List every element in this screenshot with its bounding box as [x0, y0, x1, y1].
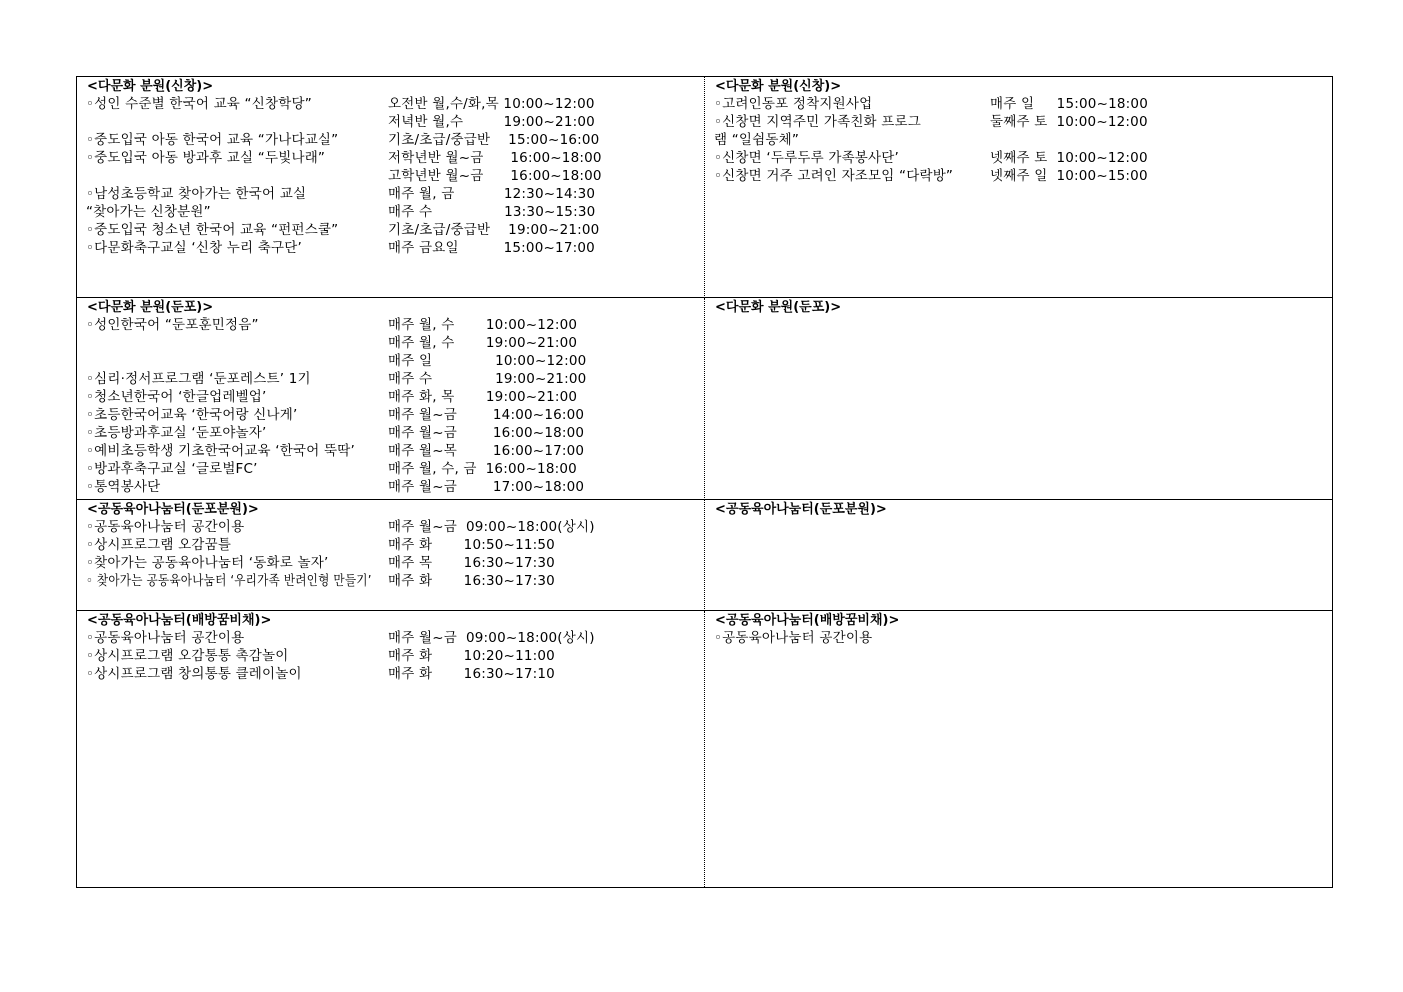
- cell-dunpo-left: [77, 298, 705, 500]
- cell-gongdong-dunpo-right: [705, 500, 1332, 611]
- program-schedule: 오전반 월,수/화,목 10:00~12:00: [388, 96, 595, 112]
- program-schedule: 매주 수 13:30~15:30: [388, 204, 596, 220]
- cell-title: <공동육아나눔터(둔포분원)>: [87, 502, 259, 517]
- cell-sinchang-right: [705, 77, 1332, 298]
- program-schedule: 매주 일 10:00~12:00: [388, 353, 587, 369]
- program-name: ◦성인한국어 “둔포훈민정음”: [86, 317, 259, 333]
- program-name: ◦신창면 거주 고려인 자조모임 “다락방”: [714, 168, 954, 184]
- cell-gongdong-baebang-right: [705, 611, 1332, 887]
- program-schedule: 매주 월~금 09:00~18:00(상시): [388, 519, 595, 535]
- program-schedule: 기초/초급/중급반 19:00~21:00: [388, 222, 600, 238]
- program-schedule: 매주 월, 수 10:00~12:00: [388, 317, 578, 333]
- program-schedule: 고학년반 월~금 16:00~18:00: [388, 168, 602, 184]
- cell-title: <공동육아나눔터(둔포분원)>: [715, 502, 887, 517]
- program-name: ◦ 찾아가는 공동육아나눔터 ‘우리가족 반려인형 만들기’: [86, 573, 372, 589]
- program-schedule: 매주 월~금 09:00~18:00(상시): [388, 630, 595, 646]
- program-name: ◦초등한국어교육 ‘한국어랑 신나게’: [86, 407, 298, 423]
- cell-title: <다문화 분원(신창)>: [715, 79, 842, 94]
- cell-dunpo-right: [705, 298, 1332, 500]
- program-schedule: 매주 화, 목 19:00~21:00: [388, 389, 578, 405]
- program-schedule: 매주 목 16:30~17:30: [388, 555, 555, 571]
- program-schedule: 매주 월, 금 12:30~14:30: [388, 186, 596, 202]
- program-schedule: 둘째주 토 10:00~12:00: [990, 114, 1148, 130]
- program-schedule: 매주 화 16:30~17:10: [388, 666, 555, 682]
- program-name: ◦신창면 ‘두루두루 가족봉사단’: [714, 150, 900, 166]
- cell-title: <다문화 분원(둔포)>: [715, 300, 842, 315]
- cell-gongdong-dunpo-left: [77, 500, 705, 611]
- program-name: ◦통역봉사단: [86, 479, 161, 495]
- program-schedule: 매주 월~금 14:00~16:00: [388, 407, 585, 423]
- program-name: 램 “일쉼동체”: [714, 132, 800, 148]
- program-name: ◦다문화축구교실 ‘신창 누리 축구단’: [86, 240, 302, 256]
- program-name: ◦상시프로그램 오감꿈틀: [86, 537, 232, 553]
- program-schedule: 매주 월~금 16:00~18:00: [388, 425, 585, 441]
- program-schedule: 매주 월~금 17:00~18:00: [388, 479, 585, 495]
- program-schedule: 넷째주 일 10:00~15:00: [990, 168, 1148, 184]
- program-name: ◦중도입국 아동 한국어 교육 “가나다교실”: [86, 132, 339, 148]
- program-name: ◦남성초등학교 찾아가는 한국어 교실: [86, 186, 307, 202]
- program-schedule: 저녁반 월,수 19:00~21:00: [388, 114, 595, 130]
- program-name: ◦고려인동포 정착지원사업: [714, 96, 873, 112]
- cell-sinchang-left: [77, 77, 705, 298]
- program-schedule: 넷째주 토 10:00~12:00: [990, 150, 1148, 166]
- program-schedule: 매주 화 10:50~11:50: [388, 537, 555, 553]
- program-schedule: 매주 월, 수 19:00~21:00: [388, 335, 578, 351]
- program-schedule: 매주 금요일 15:00~17:00: [388, 240, 595, 256]
- program-schedule: 기초/초급/중급반 15:00~16:00: [388, 132, 600, 148]
- program-name: ◦중도입국 아동 방과후 교실 “두빛나래”: [86, 150, 326, 166]
- program-name: ◦공동육아나눔터 공간이용: [86, 630, 245, 646]
- program-name: ◦상시프로그램 오감통통 촉감놀이: [86, 648, 289, 664]
- program-schedule: 매주 월~목 16:00~17:00: [388, 443, 585, 459]
- program-name: ◦중도입국 청소년 한국어 교육 “펀펀스쿨”: [86, 222, 339, 238]
- program-name: ◦공동육아나눔터 공간이용: [714, 630, 873, 646]
- program-name: ◦방과후축구교실 ‘글로벌FC’: [86, 461, 258, 477]
- program-name: ◦성인 수준별 한국어 교육 “신창학당”: [86, 96, 312, 112]
- program-name: ◦청소년한국어 ‘한글업레벨업’: [86, 389, 267, 405]
- program-name: ◦초등방과후교실 ‘둔포야놀자’: [86, 425, 267, 441]
- cell-title: <공동육아나눔터(배방꿈비채)>: [87, 613, 272, 628]
- program-schedule: 저학년반 월~금 16:00~18:00: [388, 150, 602, 166]
- program-schedule: 매주 화 16:30~17:30: [388, 573, 555, 589]
- cell-gongdong-baebang-left: [77, 611, 705, 887]
- program-schedule: 매주 수 19:00~21:00: [388, 371, 587, 387]
- program-name: ◦심리·정서프로그램 ‘둔포레스트’ 1기: [86, 371, 311, 387]
- program-name: ◦공동육아나눔터 공간이용: [86, 519, 245, 535]
- schedule-table: [76, 76, 1333, 888]
- program-schedule: 매주 화 10:20~11:00: [388, 648, 555, 664]
- cell-title: <공동육아나눔터(배방꿈비채)>: [715, 613, 900, 628]
- cell-title: <다문화 분원(신창)>: [87, 79, 214, 94]
- program-schedule: 매주 일 15:00~18:00: [990, 96, 1148, 112]
- program-name: ◦신창면 지역주민 가족친화 프로그: [714, 114, 922, 130]
- program-name: ◦찾아가는 공동육아나눔터 ‘동화로 놀자’: [86, 555, 329, 571]
- program-name: ◦예비초등학생 기초한국어교육 ‘한국어 뚝딱’: [86, 443, 355, 459]
- program-schedule: 매주 월, 수, 금 16:00~18:00: [388, 461, 577, 477]
- program-name: ◦상시프로그램 창의통통 클레이놀이: [86, 666, 302, 682]
- program-name: “찾아가는 신창분원”: [86, 204, 211, 220]
- cell-title: <다문화 분원(둔포)>: [87, 300, 214, 315]
